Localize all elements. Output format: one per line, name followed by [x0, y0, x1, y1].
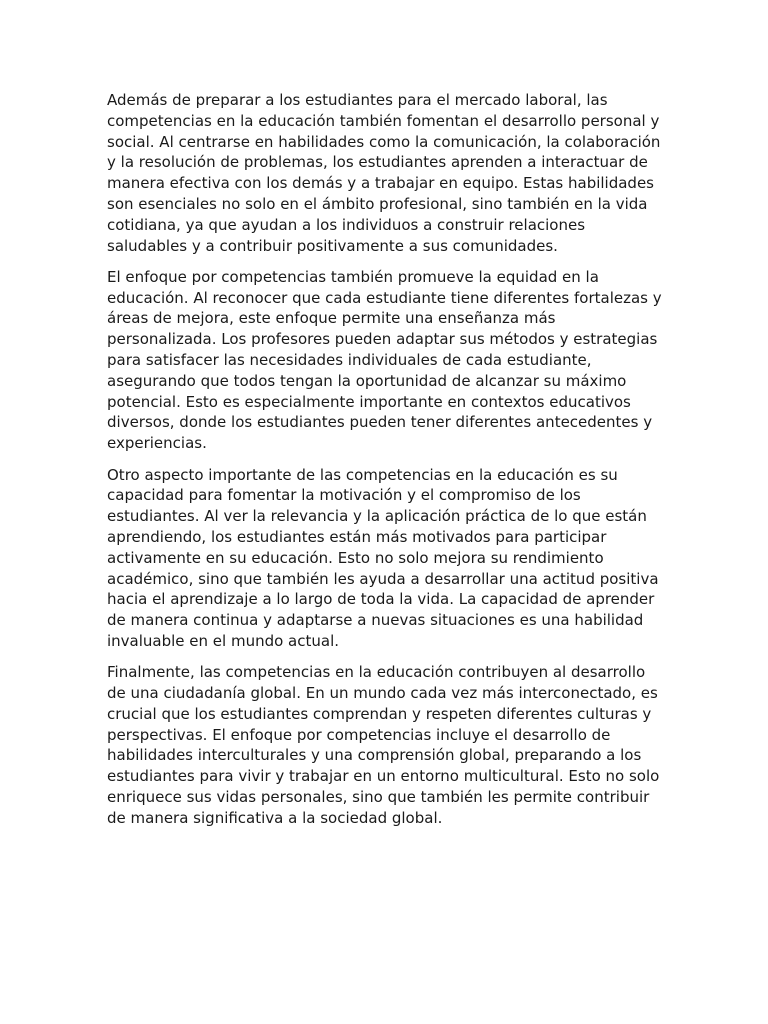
document-page [107, 90, 663, 839]
paragraph-2: El enfoque por competencias también promueve la equidad en la educación. Al reconocer que cada estudiante tiene diferentes fortalezas y áreas de mejora, este enfoque permite una enseñanza más personalizada. Los profesores pueden adaptar sus métodos y estrategias para satisfacer las necesidades individuales de cada estudiante, asegurando que todos tengan la oportunidad de alcanzar su máximo potencial. Esto es especialmente importante en contextos educativos diversos, donde los estudiantes pueden tener diferentes antecedentes y experiencias. [107, 267, 662, 453]
paragraph-1: Además de preparar a los estudiantes para el mercado laboral, las competencias en la educación también fomentan el desarrollo personal y social. Al centrarse en habilidades como la comunicación, la colaboración y la resolución de problemas, los estudiantes aprenden a interactuar de manera efectiva con los demás y a trabajar en equipo. Estas habilidades son esenciales no solo en el ámbito profesional, sino también en la vida cotidiana, ya que ayudan a los individuos a construir relaciones saludables y a contribuir positivamente a sus comunidades. [107, 91, 661, 255]
paragraph-4: Finalmente, las competencias en la educación contribuyen al desarrollo de una ciudadanía global. En un mundo cada vez más interconectado, es crucial que los estudiantes comprendan y respeten diferentes culturas y perspectivas. El enfoque por competencias incluye el desarrollo de habilidades interculturales y una comprensión global, preparando a los estudiantes para vivir y trabajar en un entorno multicultural. Esto no solo enriquece sus vidas personales, sino que también les permite contribuir de manera significativa a la sociedad global. [107, 663, 660, 827]
paragraph-3: Otro aspecto importante de las competencias en la educación es su capacidad para fomentar la motivación y el compromiso de los estudiantes. Al ver la relevancia y la aplicación práctica de lo que están aprendiendo, los estudiantes están más motivados para participar activamente en su educación. Esto no solo mejora su rendimiento académico, sino que también les ayuda a desarrollar una actitud positiva hacia el aprendizaje a lo largo de toda la vida. La capacidad de aprender de manera continua y adaptarse a nuevas situaciones es una habilidad invaluable en el mundo actual. [107, 465, 659, 650]
